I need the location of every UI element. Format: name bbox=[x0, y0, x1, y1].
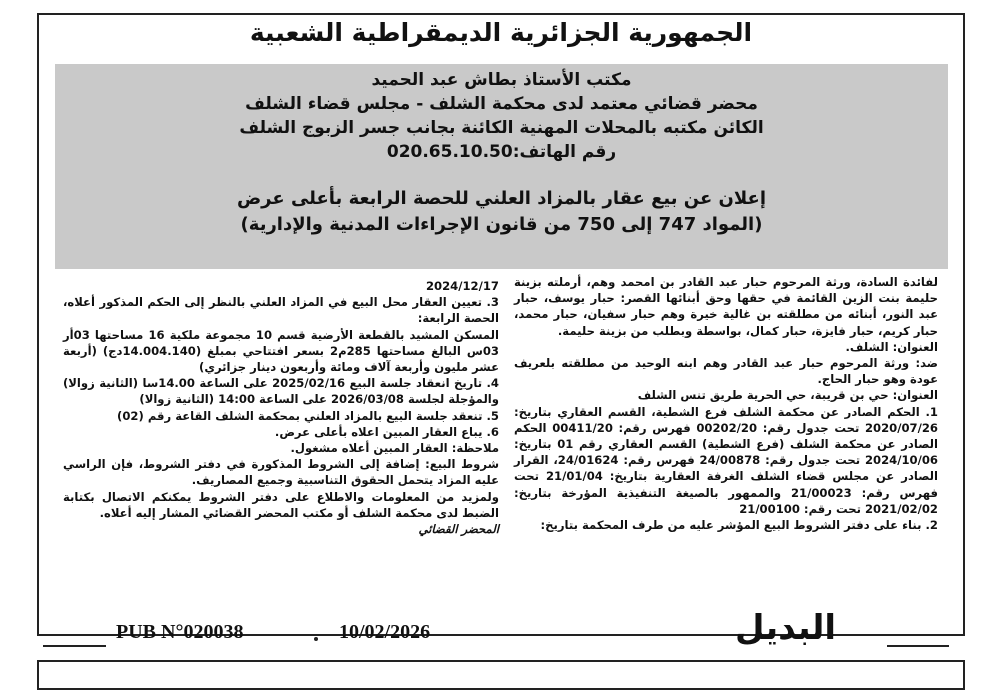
paragraph: العنوان: الشلف. bbox=[845, 339, 938, 354]
publication-date: 10/02/2026 bbox=[339, 621, 431, 643]
announcement-title: إعلان عن بيع عقار بالمزاد العلني للحصة الرابعة بأعلى عرض bbox=[236, 188, 767, 209]
signature: المحضر القضائي bbox=[418, 522, 499, 537]
page-title: الجمهورية الجزائرية الديمقراطية الشعبية bbox=[249, 18, 753, 47]
right-column bbox=[514, 274, 938, 533]
paragraph: 3. تعيين العقار محل البيع في المزاد العلني بالنظر إلى الحكم المذكور أعلاه، الحصة الرابعة: bbox=[63, 295, 499, 326]
paragraph: 2. بناء على دفتر الشروط البيع المؤشر عليه من طرف المحكمة بتاريخ: bbox=[540, 518, 938, 533]
left-column bbox=[63, 278, 499, 537]
office-name: مكتب الأستاذ بطاش عبد الحميد bbox=[371, 70, 632, 90]
announcement-articles: (المواد 747 إلى 750 من قانون الإجراءات المدنية والإدارية) bbox=[240, 214, 763, 235]
paragraph: 1. الحكم الصادر عن محكمة الشلف فرع الشطية، القسم العقاري بتاريخ: 2020/07/26 تحت جدول رقم: 00202/20 فهرس رقم: 00411/20 الحكم الصادر عن محكمة الشلف (فرع الشطية) القسم العقاري رقم 01 بتاريخ: 2024/10/06 تحت جدول رقم: 24/00878 فهرس رقم: 24/01624، القرار الصادر عن مجلس قضاء الشلف الغرفة العقارية بتاريخ: 21/01/04 تحت فهرس رقم: 21/00023 والممهور بالصيغة التنفيذية المؤرخة بتاريخ: 2021/02/02 تحت رقم: 21/00100 bbox=[514, 404, 938, 516]
footer-divider bbox=[43, 645, 106, 647]
badal-label: البديل bbox=[735, 608, 837, 648]
office-role: محضر قضائي معتمد لدى محكمة الشلف - مجلس قضاء الشلف bbox=[245, 94, 758, 114]
pub-number: PUB N°020038 bbox=[116, 621, 244, 643]
paragraph: شروط البيع: إضافة إلى الشروط المذكورة في دفتر الشروط، فإن الراسي عليه المزاد يتحمل الحقوق التناسبية وجميع المصاريف. bbox=[63, 457, 499, 488]
paragraph: ضد: ورثة المرحوم حبار عبد القادر وهم ابنه الوحيد من مطلقته بلعريف عودة وهو حبار الحاج. bbox=[514, 356, 938, 387]
footer-divider bbox=[887, 645, 949, 647]
office-phone: رقم الهاتف:020.65.10.50 bbox=[386, 142, 617, 162]
paragraph: ملاحظة: العقار المبين أعلاه مشغول. bbox=[290, 441, 499, 456]
paragraph: المسكن المشيد بالقطعة الأرضية قسم 10 مجموعة ملكية 16 مساحتها 03أر 03س البالغ مساحتها 285م2 بسعر افتتاحي بمبلغ (14.004.140دج) (أربعة عشر مليون وأربعة آلاف ومائة وأربعون دينار جزائري) bbox=[63, 327, 499, 375]
next-announcement-frame bbox=[37, 660, 965, 690]
separator-dot bbox=[314, 637, 318, 641]
paragraph: 6. يباع العقار المبين اعلاه بأعلى عرض. bbox=[274, 424, 499, 439]
paragraph: 2024/12/17 bbox=[425, 279, 499, 293]
paragraph: 4. تاريخ انعقاد جلسة البيع 2025/02/16 على الساعة 14.00سا (الثانية زوالا) والمؤجلة لجلسة 2026/03/08 على الساعة 14:00 (الثانية زوالا) bbox=[63, 376, 499, 407]
paragraph: لفائدة السادة، ورثة المرحوم حبار عبد القادر بن امحمد وهم، أرملته بزينة حليمة بنت الزين القائمة في حقها وحق أبنائها القصر: حبار يوسف، حبار عبد النور، أبنائه من مطلقته بن غالية خيرة وهم حبار سفيان، حبار محمد، حبار كريم، حبار فايزة، حبار كمال، بواسطة وبطلب من بزينة حليمة. bbox=[514, 275, 938, 338]
paragraph: العنوان: حي بن قريبة، حي الحرية طريق تنس الشلف bbox=[637, 388, 938, 403]
office-banner bbox=[55, 64, 948, 269]
paragraph: 5. تنعقد جلسة البيع بالمزاد العلني بمحكمة الشلف القاعة رقم (02) bbox=[117, 408, 499, 423]
office-address: الكائن مكتبه بالمحلات المهنية الكائنة بجانب جسر الزبوج الشلف bbox=[239, 118, 764, 138]
paragraph: ولمزيد من المعلومات والاطلاع على دفتر الشروط يمكنكم الاتصال بكتابة الضبط لدى محكمة الشلف أو مكتب المحضر القضائي المشار إليه أعلاه. bbox=[63, 489, 499, 520]
